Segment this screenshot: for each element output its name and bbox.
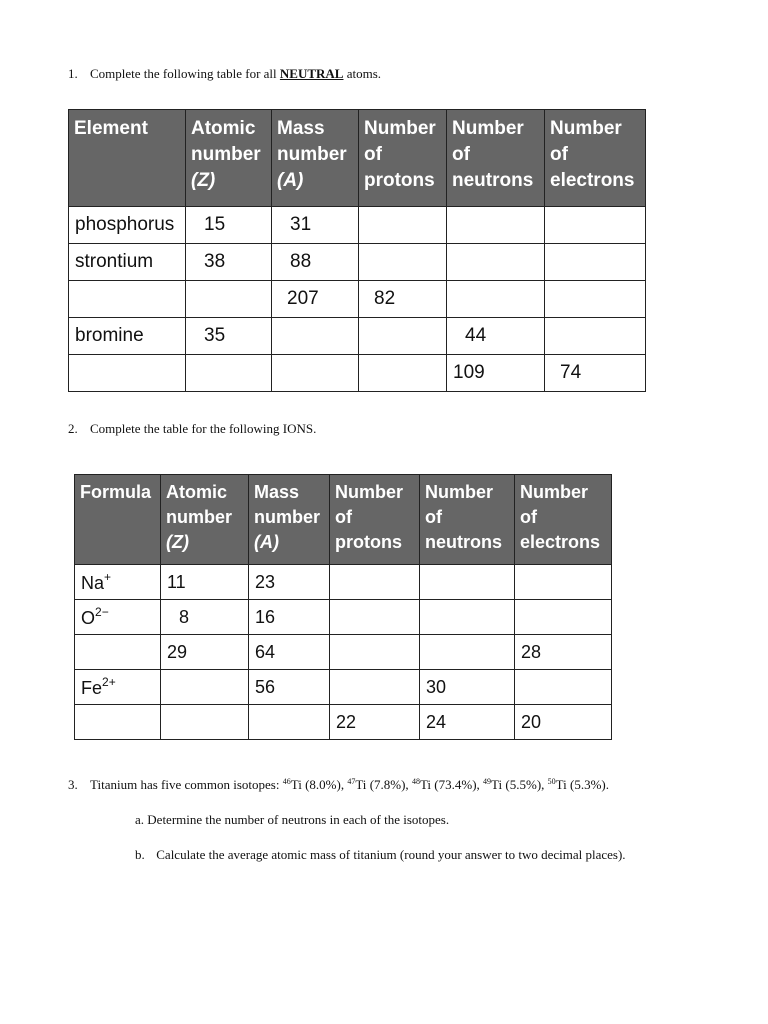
isotope-ti-48: $^{48}$Ti (73.4%), xyxy=(411,777,480,792)
cell-protons[interactable] xyxy=(330,565,420,600)
cell-mass-number[interactable]: 56 xyxy=(249,670,330,705)
header-atomic-number: Atomic number (Z) xyxy=(186,110,272,207)
ion-charge: 2− xyxy=(95,605,109,619)
cell-neutrons[interactable]: 30 xyxy=(420,670,515,705)
table-row xyxy=(69,281,646,318)
header-protons: Number of protons xyxy=(330,475,420,565)
cell-formula[interactable]: Na+ xyxy=(75,565,161,600)
cell-formula[interactable]: $O^{2-}$ xyxy=(75,600,161,635)
cell-formula[interactable] xyxy=(75,635,161,670)
cell-element[interactable] xyxy=(69,355,186,392)
cell-mass-number[interactable]: 31 xyxy=(272,207,359,244)
question-3 xyxy=(68,777,609,793)
cell-mass-number[interactable] xyxy=(272,318,359,355)
cell-atomic-number[interactable] xyxy=(161,705,249,740)
cell-neutrons[interactable] xyxy=(447,207,545,244)
header-protons: Number of protons xyxy=(359,110,447,207)
table-row xyxy=(75,670,612,705)
question-1-number: 1. xyxy=(68,66,78,81)
question-2 xyxy=(68,421,316,437)
cell-mass-number[interactable]: 88 xyxy=(272,244,359,281)
cell-neutrons[interactable]: 24 xyxy=(420,705,515,740)
neutral-atoms-table xyxy=(68,109,646,392)
question-3b xyxy=(135,847,626,863)
isotope-ti-47: $^{47}$Ti (7.8%), xyxy=(347,777,409,792)
cell-electrons[interactable] xyxy=(515,670,612,705)
cell-electrons[interactable] xyxy=(545,318,646,355)
table-row xyxy=(75,565,612,600)
isotope-ti-50: $^{50}$Ti (5.3%). xyxy=(547,777,610,792)
cell-neutrons[interactable] xyxy=(447,244,545,281)
header-electrons: Number of electrons xyxy=(545,110,646,207)
cell-formula[interactable]: $Fe^{2+}$ xyxy=(75,670,161,705)
question-3a-label: a. xyxy=(135,812,145,827)
table-row xyxy=(69,207,646,244)
header-mass-number: Mass number (A) xyxy=(249,475,330,565)
cell-element[interactable]: strontium xyxy=(69,244,186,281)
question-1-text: Complete the following table for all xyxy=(90,66,277,81)
question-3a xyxy=(135,812,449,828)
cell-protons[interactable] xyxy=(359,355,447,392)
cell-electrons[interactable]: 28 xyxy=(515,635,612,670)
cell-atomic-number[interactable] xyxy=(186,281,272,318)
cell-electrons[interactable] xyxy=(545,281,646,318)
table-header-row xyxy=(75,475,612,565)
cell-protons[interactable]: 22 xyxy=(330,705,420,740)
cell-protons[interactable] xyxy=(359,318,447,355)
header-electrons: Number of electrons xyxy=(515,475,612,565)
question-2-text: Complete the table for the following IONS. xyxy=(90,421,317,436)
cell-electrons[interactable] xyxy=(515,565,612,600)
cell-mass-number[interactable]: 16 xyxy=(249,600,330,635)
table-row xyxy=(69,355,646,392)
cell-neutrons[interactable]: 109 xyxy=(447,355,545,392)
cell-electrons[interactable] xyxy=(545,244,646,281)
cell-element[interactable] xyxy=(69,281,186,318)
cell-electrons[interactable]: 20 xyxy=(515,705,612,740)
table-row xyxy=(75,635,612,670)
question-2-number: 2. xyxy=(68,421,78,436)
question-1-emphasis: NEUTRAL xyxy=(279,66,344,81)
cell-mass-number[interactable]: 23 xyxy=(249,565,330,600)
cell-atomic-number[interactable]: 8 xyxy=(161,600,249,635)
cell-formula[interactable] xyxy=(75,705,161,740)
cell-protons[interactable] xyxy=(359,244,447,281)
header-formula: Formula xyxy=(75,475,161,565)
cell-protons[interactable]: 82 xyxy=(359,281,447,318)
header-neutrons: Number of neutrons xyxy=(447,110,545,207)
cell-atomic-number[interactable]: 11 xyxy=(161,565,249,600)
ions-table xyxy=(74,474,612,740)
isotope-ti-49: $^{49}$Ti (5.5%), xyxy=(483,777,545,792)
question-3b-label: b. xyxy=(135,847,145,862)
cell-atomic-number[interactable] xyxy=(161,670,249,705)
question-3a-text: Determine the number of neutrons in each of the isotopes. xyxy=(147,812,450,827)
table-row xyxy=(69,318,646,355)
cell-electrons[interactable]: 74 xyxy=(545,355,646,392)
cell-protons[interactable] xyxy=(330,635,420,670)
question-1-text-end: atoms. xyxy=(346,66,382,81)
table-header-row xyxy=(69,110,646,207)
cell-atomic-number[interactable]: 35 xyxy=(186,318,272,355)
cell-atomic-number[interactable] xyxy=(186,355,272,392)
cell-electrons[interactable] xyxy=(545,207,646,244)
cell-mass-number[interactable]: 207 xyxy=(272,281,359,318)
question-1 xyxy=(68,66,381,82)
table-row xyxy=(75,705,612,740)
isotope-ti-46: $^{46}$Ti (8.0%), xyxy=(282,777,345,792)
header-atomic-number: Atomic number (Z) xyxy=(161,475,249,565)
cell-mass-number[interactable] xyxy=(249,705,330,740)
ion-charge: + xyxy=(104,570,112,584)
cell-electrons[interactable] xyxy=(515,600,612,635)
question-3b-text: Calculate the average atomic mass of titanium (round your answer to two decimal places). xyxy=(156,847,626,862)
cell-mass-number[interactable] xyxy=(272,355,359,392)
cell-atomic-number[interactable]: 15 xyxy=(186,207,272,244)
header-element: Element xyxy=(69,110,186,207)
ion-charge: 2+ xyxy=(102,675,116,689)
cell-atomic-number[interactable]: 29 xyxy=(161,635,249,670)
cell-protons[interactable] xyxy=(330,670,420,705)
cell-neutrons[interactable] xyxy=(420,635,515,670)
cell-protons[interactable] xyxy=(359,207,447,244)
question-3-number: 3. xyxy=(68,777,78,792)
cell-neutrons[interactable] xyxy=(420,565,515,600)
header-mass-number: Mass number (A) xyxy=(272,110,359,207)
cell-protons[interactable] xyxy=(330,600,420,635)
question-3-text: Titanium has five common isotopes: xyxy=(90,777,280,792)
cell-neutrons[interactable] xyxy=(447,281,545,318)
cell-atomic-number[interactable]: 38 xyxy=(186,244,272,281)
cell-neutrons[interactable]: 44 xyxy=(447,318,545,355)
cell-element[interactable]: bromine xyxy=(69,318,186,355)
header-neutrons: Number of neutrons xyxy=(420,475,515,565)
table-row xyxy=(69,244,646,281)
cell-element[interactable]: phosphorus xyxy=(69,207,186,244)
cell-neutrons[interactable] xyxy=(420,600,515,635)
table-row xyxy=(75,600,612,635)
cell-mass-number[interactable]: 64 xyxy=(249,635,330,670)
